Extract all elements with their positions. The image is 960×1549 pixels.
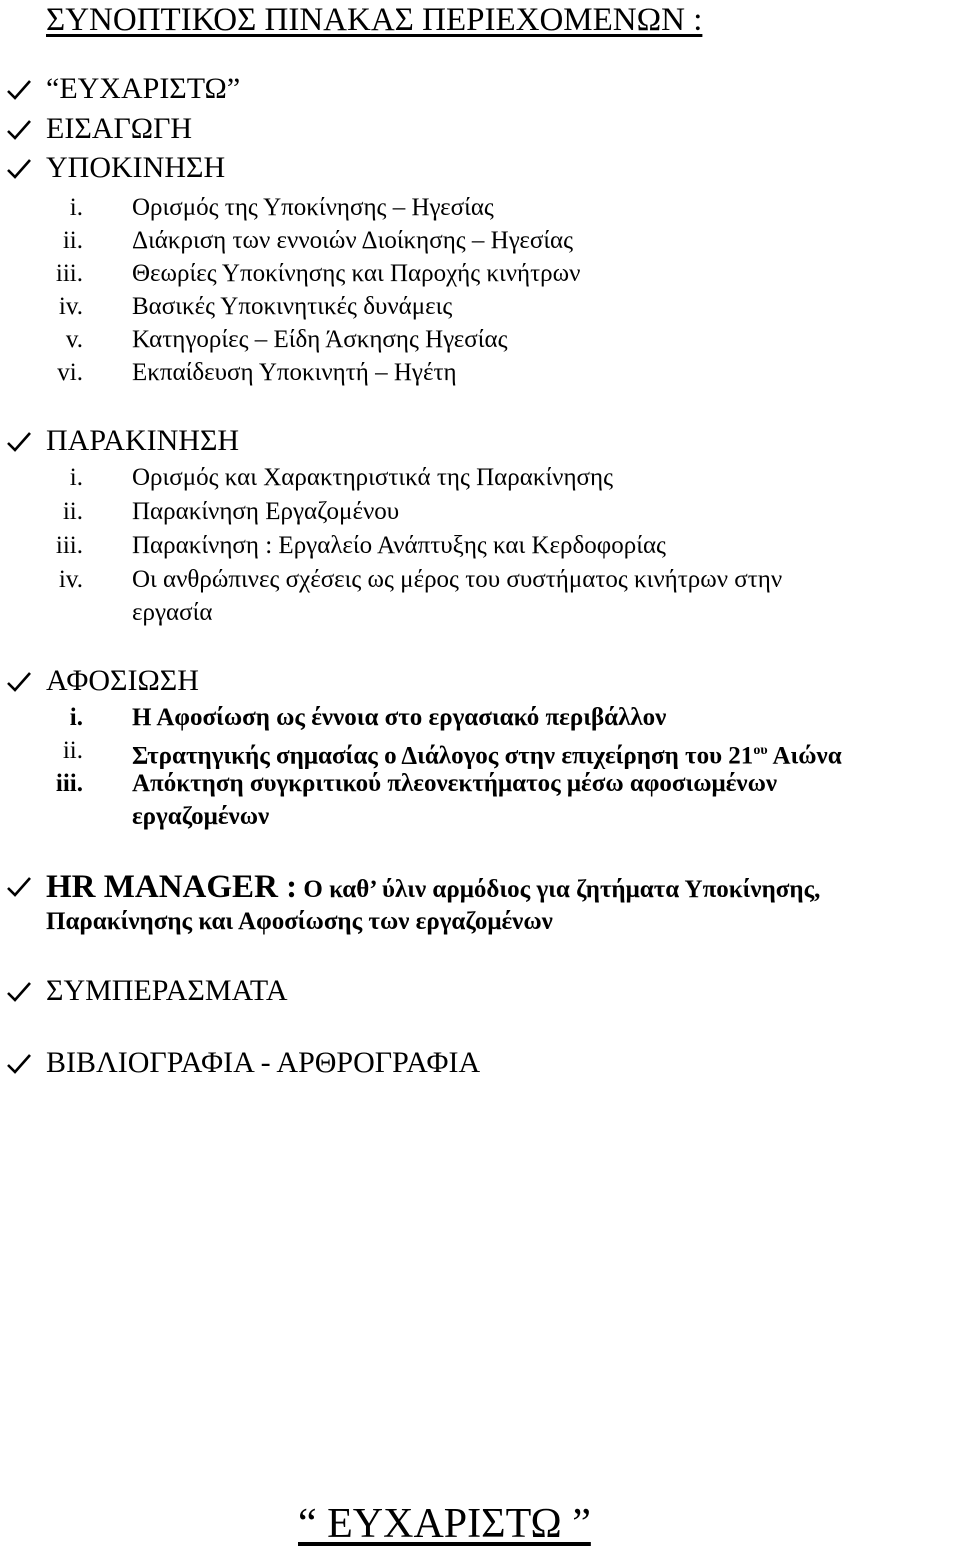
toc-heading-intro: ΕΙΣΑΓΩΓΗ [46, 112, 193, 145]
check-icon [6, 670, 32, 694]
check-icon [6, 157, 32, 181]
check-icon [6, 430, 32, 454]
toc-heading-conclusions: ΣΥΜΠΕΡΑΣΜΑΤΑ [46, 974, 288, 1007]
check-icon [6, 78, 32, 102]
check-icon [6, 1052, 32, 1076]
toc-heading-incentive: ΠΑΡΑΚΙΝΗΣΗ [46, 424, 240, 457]
toc-heading-engagement: ΑΦΟΣΙΩΣΗ [46, 664, 199, 697]
toc-heading-hr-manager-line2: Παρακίνησης και Αφοσίωσης των εργαζομένων [46, 908, 553, 935]
check-icon [6, 118, 32, 142]
footer-thanks: “ ΕΥΧΑΡΙΣΤΩ ” [298, 1501, 591, 1547]
check-icon [6, 875, 32, 899]
toc-heading-bibliography: ΒΙΒΛΙΟΓΡΑΦΙΑ - ΑΡΘΡΟΓΡΑΦΙΑ [46, 1046, 481, 1079]
check-icon [6, 980, 32, 1004]
toc-heading-thanks: “ΕΥΧΑΡΙΣΤΩ” [46, 72, 241, 105]
toc-heading-hr-manager: HR MANAGER : Ο καθ’ ύλιν αρμόδιος για ζητήματα Υποκίνησης, [46, 869, 821, 905]
toc-heading-motivation: ΥΠΟΚΙΝΗΣΗ [46, 151, 226, 184]
page-title: ΣΥΝΟΠΤΙΚΟΣ ΠΙΝΑΚΑΣ ΠΕΡΙΕΧΟΜΕΝΩΝ : [46, 2, 703, 38]
